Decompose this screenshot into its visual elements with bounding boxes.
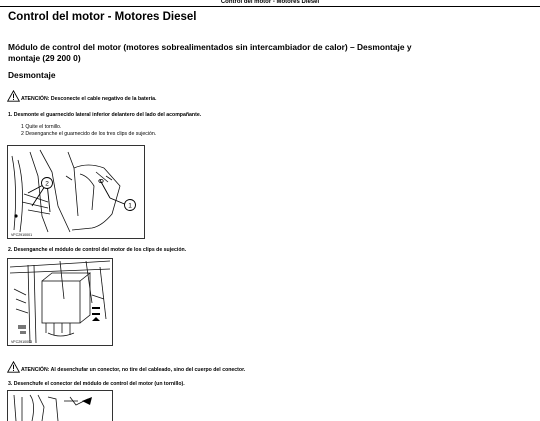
running-header <box>0 0 540 7</box>
page-title: Control del motor - Motores Diesel <box>8 11 197 23</box>
running-header-title: Control del motor - Motores Diesel <box>220 0 320 5</box>
engine-module-illustration <box>8 259 112 345</box>
substep-1-2: 2 Desenganche el guarnecido de los tres clips de sujeción. <box>21 131 157 137</box>
step-3: 3. Desenchufe el conector del módulo de control del motor (un tornillo). <box>8 381 185 387</box>
warning-battery <box>7 88 156 102</box>
figure-trim-panel <box>7 145 145 239</box>
warning-connector <box>7 359 245 373</box>
subsection-title: Desmontaje <box>8 70 56 80</box>
callout-2-label: 2 <box>45 180 49 188</box>
callout-1-label: 1 <box>128 202 132 210</box>
connector-illustration <box>8 391 112 421</box>
warning-triangle-icon <box>7 361 20 373</box>
figure-label: VFC2910001 <box>11 233 33 237</box>
warning-text: ATENCIÓN: Desconecte el cable negativo de la batería. <box>21 96 157 102</box>
warning-triangle-icon <box>7 90 20 102</box>
figure-engine-module <box>7 258 113 346</box>
section-title: Módulo de control del motor (motores sobrealimentados sin intercambiador de calor) – Desmontaje y montaje (29 200 0) <box>8 42 412 63</box>
warning-text: ATENCIÓN: Al desenchufar un conector, no tire del cableado, sino del cuerpo del conector. <box>21 367 246 373</box>
trim-panel-illustration <box>8 146 144 238</box>
step-1: 1. Desmonte el guarnecido lateral inferior delantero del lado del acompañante. <box>8 112 202 118</box>
step-2: 2. Desenganche el módulo de control del motor de los clips de sujeción. <box>8 247 187 253</box>
figure-connector <box>7 390 113 421</box>
figure-label: VFC2910003 <box>11 340 33 344</box>
substep-1-1: 1 Quite el tornillo. <box>21 124 62 130</box>
